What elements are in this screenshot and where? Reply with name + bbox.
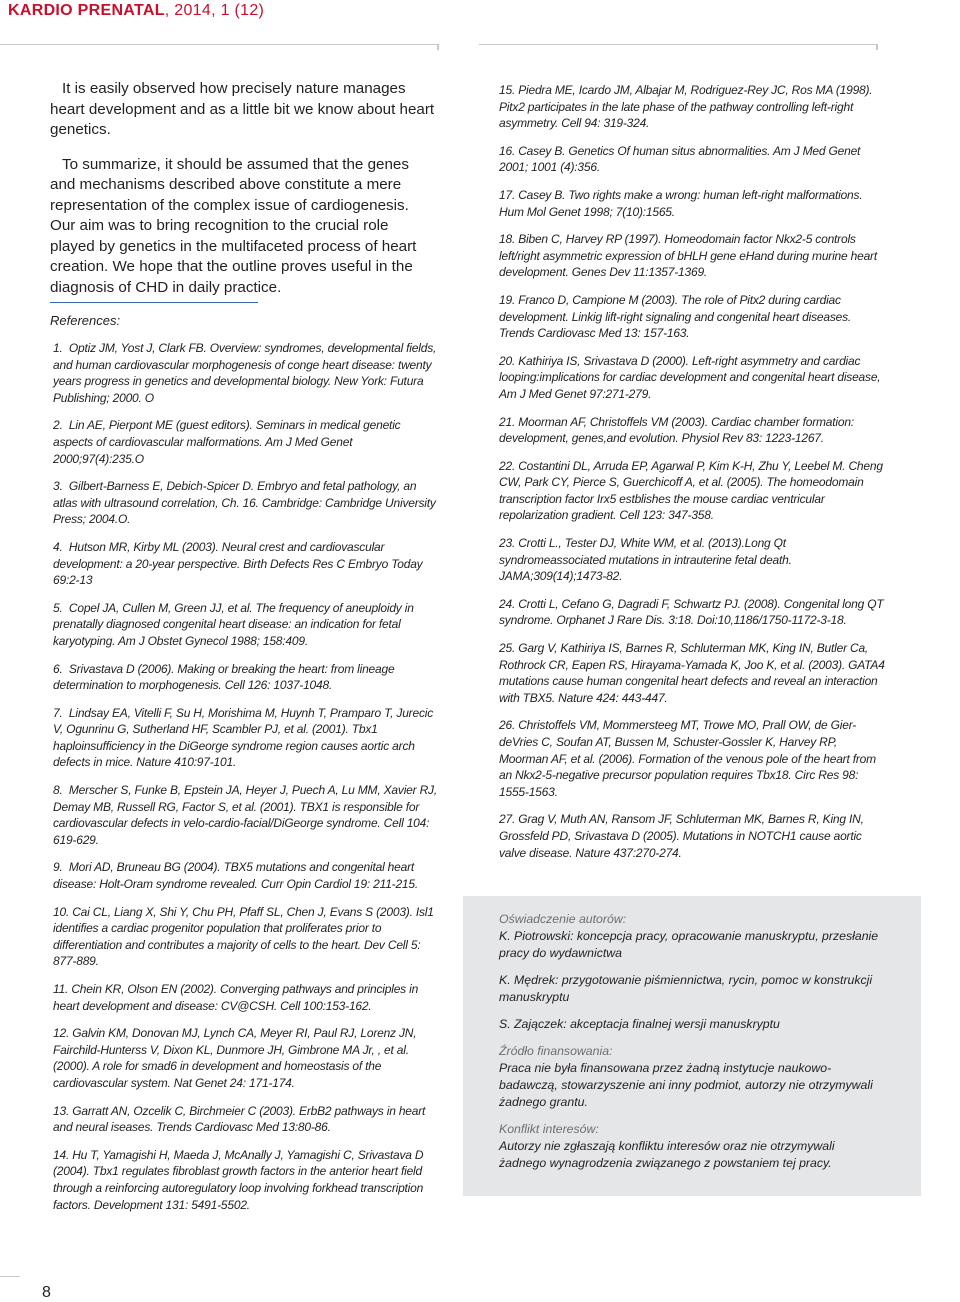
paragraph: It is easily observed how precisely nature manages heart development and as a little bit we know about heart genetics.: [50, 80, 435, 138]
header-rule-tick-right: [876, 44, 878, 50]
references-heading: References:: [50, 313, 121, 328]
journal-name: KARDIO PRENATAL: [8, 2, 165, 19]
reference-item: 8. Merscher S, Funke B, Epstein JA, Heyer J, Puech A, Lu MM, Xavier RJ, Demay MB, Russell RG, Factor S, et al. (2001). TBX1 is responsible for cardiovascular defects in velo-cardio-facial/DiGeorge syndrome. Cell 104: 619-629.: [53, 783, 437, 847]
reference-item: 18. Biben C, Harvey RP (1997). Homeodomain factor Nkx2-5 controls left/right asymmetric expression of bHLH gene eHand during murine heart development. Genes Dev 11:1357-1369.: [499, 232, 877, 280]
reference-item: 17. Casey B. Two rights make a wrong: human left-right malformations. Hum Mol Genet 1998; 7(10):1565.: [499, 187, 863, 219]
reference-item: 12. Galvin KM, Donovan MJ, Lynch CA, Meyer RI, Paul RJ, Lorenz JN, Fairchild-Hunterss V, Dixon KL, Dunmore JH, Gimbrone MA Jr, , et al. (2000). A role for smad6 in development and homeostasis of the cardiovascular system. Nat Genet 24: 171-174.: [53, 1026, 417, 1090]
reference-item: 15. Piedra ME, Icardo JM, Albajar M, Rodriguez-Rey JC, Ros MA (1998). Pitx2 participates in the late phase of the pathway controlling left-right asymmetry. Cell 94: 319-324.: [499, 83, 873, 131]
reference-item: 16. Casey B. Genetics Of human situs abnormalities. Am J Med Genet 2001; 1001 (4):356.: [499, 143, 861, 175]
author-declaration-content: [499, 911, 879, 1182]
journal-issue: , 2014, 1 (12): [164, 2, 265, 19]
reference-item: 13. Garratt AN, Ozcelik C, Birchmeier C (2003). ErbB2 pathways in heart and neural iseases. Trends Cardiovasc Med 13:80-86.: [53, 1103, 426, 1135]
reference-item: 10. Cai CL, Liang X, Shi Y, Chu PH, Pfaff SL, Chen J, Evans S (2003). Isl1 identifies a cardiac progenitor population that proliferates prior to differentiation and contributes a majority of cells to the heart. Dev Cell 5: 877-889.: [53, 904, 434, 969]
authors-contribution: K. Mędrek: przygotowanie piśmiennictwa, rycin, pomoc w konstrukcji manuskryptu: [499, 973, 873, 1004]
reference-item: 23. Crotti L., Tester DJ, White WM, et al. (2013).Long Qt syndromeassociated mutations in intrauterine fetal death. JAMA;309(14);1473-82.: [499, 536, 792, 584]
reference-item: 5. Copel JA, Cullen M, Green JJ, et al. The frequency of aneuploidy in prenatally diagnosed congenital heart disease: an indication for fetal karyotyping. Am J Obstet Gynecol 1988; 158:409.: [53, 600, 414, 648]
page-number: 8: [42, 1284, 51, 1301]
reference-item: 6. Srivastava D (2006). Making or breaking the heart: from lineage determination to morphogenesis. Cell 126: 1037-1048.: [53, 661, 395, 693]
funding-label: Źródło finansowania:: [499, 1044, 613, 1058]
reference-item: 20. Kathiriya IS, Srivastava D (2000). Left-right asymmetry and cardiac looping:implications for cardiac development and congenital heart disease, Am J Med Genet 97:271-279.: [499, 353, 881, 401]
paragraph: To summarize, it should be assumed that the genes and mechanisms described above constitute a mere representation of the complex issue of cardiogenesis. Our aim was to bring recognition to the crucial role played by genetics in the multifaceted process of heart creation. We hope that the outline proves useful in the diagnosis of CHD in daily practice.: [50, 155, 417, 296]
reference-item: 19. Franco D, Campione M (2003). The role of Pitx2 during cardiac development. Linkig lift-right signaling and congenital heart diseases. Trends Cardiovasc Med 13: 157-163.: [499, 292, 852, 341]
footer-rule: [0, 1276, 20, 1277]
journal-title: [8, 2, 264, 20]
reference-item: 22. Costantini DL, Arruda EP, Agarwal P, Kim K-H, Zhu Y, Leebel M. Cheng CW, Park CY, Pierce S, Guerchicoff A, et al. (2005). The homeodomain transcription factor Irx5 estblishes the mouse cardiac ventricular repolarization gradient. Cell 123: 347-358.: [499, 458, 883, 523]
section-separator: [50, 302, 258, 303]
reference-item: 4. Hutson MR, Kirby ML (2003). Neural crest and cardiovascular development: a 20-year perspective. Birth Defects Res C Embryo Today 69:2-13: [53, 539, 423, 588]
reference-item: 3. Gilbert-Barness E, Debich-Spicer D. Embryo and fetal pathology, an atlas with ultrasound correlation, Ch. 16. Cambridge: Cambridge University Press; 2004.O.: [53, 479, 436, 527]
reference-item: 27. Grag V, Muth AN, Ransom JF, Schluterman MK, Barnes R, King IN, Grossfeld PD, Srivastava D (2005). Mutations in NOTCH1 cause aortic valve disease. Nature 437:270-274.: [499, 812, 864, 860]
reference-item: 9. Mori AD, Bruneau BG (2004). TBX5 mutations and congenital heart disease: Holt-Oram syndrome revealed. Curr Opin Cardiol 19: 211-215.: [53, 860, 419, 892]
reference-item: 1. Optiz JM, Yost J, Clark FB. Overview: syndromes, developmental fields, and human cardiovascular morphogenesis of conge heart disease: twenty years progress in genetics and developmental biology. New York: Futura Publishing; 2000. O: [53, 341, 437, 405]
reference-item: 14. Hu T, Yamagishi H, Maeda J, McAnally J, Yamagishi C, Srivastava D (2004). Tbx1 regulates fibroblast growth factors in the anterior heart field through a reinforcing autoregulatory loop involving forkhead transcription factors. Development 131: 5491-5502.: [53, 1147, 424, 1212]
reference-item: 11. Chein KR, Olson EN (2002). Converging pathways and principles in heart development and disease: CV@CSH. Cell 100:153-162.: [53, 982, 419, 1013]
header-rule-right: [479, 44, 877, 45]
reference-item: 7. Lindsay EA, Vitelli F, Su H, Morishima M, Huynh T, Pramparo T, Jurecic V, Ogunrinu G, Sutherland HF, Scambler PJ, et al. (2001). Tbx1 haploinsufficiency in the DiGeorge syndrome region causes aortic arch defects in mice. Nature 410:97-101.: [53, 705, 434, 770]
page-header: [0, 0, 960, 28]
reference-item: 2. Lin AE, Pierpont ME (guest editors). Seminars in medical genetic aspects of cardiovascular malformations. Am J Med Genet 2000;97(4):235.O: [53, 418, 401, 466]
reference-item: 24. Crotti L, Cefano G, Dagradi F, Schwartz PJ. (2008). Congenital long QT syndrome. Orphanet J Rare Dis. 3:18. Doi:10,1186/1750-1172-3-18.: [499, 596, 884, 628]
reference-item: 25. Garg V, Kathiriya IS, Barnes R, Schluterman MK, King IN, Butler Ca, Rothrock CR, Eapen RS, Hirayama-Yamada K, Joo K, et al. (2003). GATA4 mutations cause human congenital heart defects and reveal an interaction with TBX5. Nature 424: 443-447.: [499, 641, 885, 705]
authors-contribution: S. Zajączek: akceptacja finalnej wersji manuskryptu: [499, 1017, 780, 1031]
conflict-label: Konflikt interesów:: [499, 1122, 599, 1136]
reference-item: 26. Christoffels VM, Mommersteeg MT, Trowe MO, Prall OW, de Gier-deVries C, Soufan AT, Bussen M, Schuster-Gossler K, Harvey RP, Moorman AF, et al. (2006). Formation of the venous pole of the heart from an Nkx2-5-negative precursor population requires Tbx18. Circ Res 98: 1555-1563.: [499, 718, 876, 799]
funding-text: Praca nie była finansowana przez żadną instytucje naukowo-badawczą, stowarzyszenie ani inny podmiot, autorzy nie otrzymywali żadnego grantu.: [499, 1061, 873, 1109]
authors-label: Oświadczenie autorów:: [499, 912, 627, 926]
header-rule-tick: [437, 44, 439, 50]
conflict-text: Autorzy nie zgłaszają konfliktu interesów oraz nie otrzymywali żadnego wynagrodzenia związanego z powstaniem tej pracy.: [499, 1139, 835, 1170]
reference-item: 21. Moorman AF, Christoffels VM (2003). Cardiac chamber formation: development, genes,and evolution. Physiol Rev 83: 1223-1267.: [499, 414, 854, 446]
authors-contribution: K. Piotrowski: koncepcja pracy, opracowanie manuskryptu, przesłanie pracy do wydawnictwa: [499, 929, 879, 960]
author-declaration-box: [463, 896, 921, 1196]
references-list-right: [499, 82, 885, 872]
references-list-left: [53, 340, 437, 1224]
conclusion-text: [50, 79, 435, 312]
header-rule-left: [0, 44, 438, 45]
